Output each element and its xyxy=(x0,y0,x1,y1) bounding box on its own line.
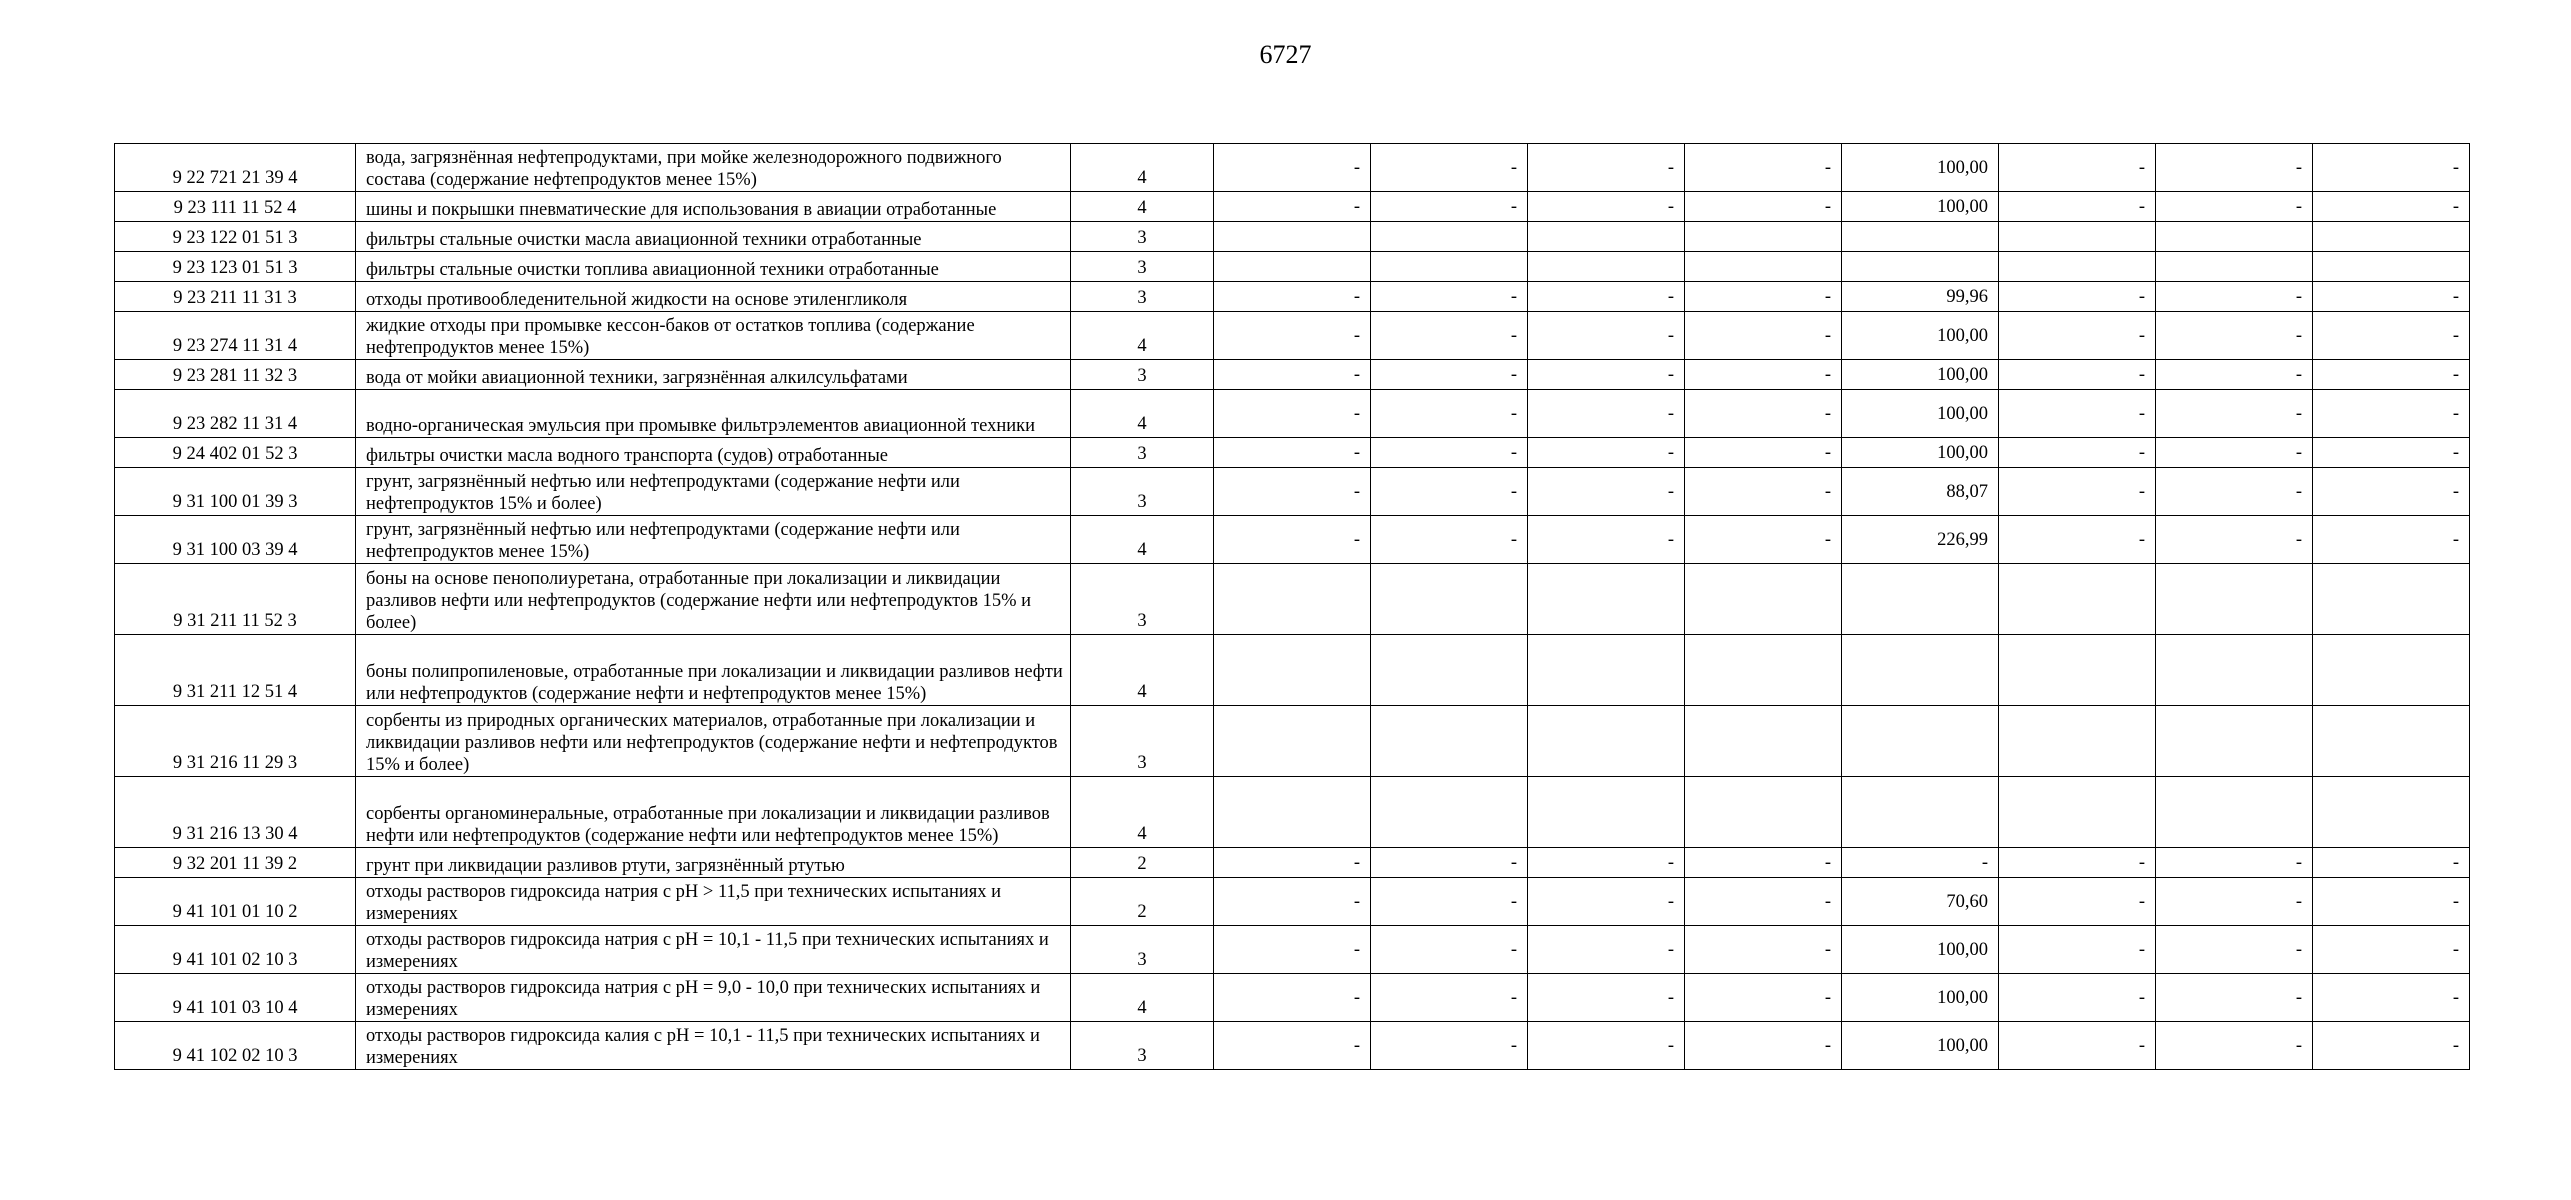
value-cell xyxy=(1528,222,1685,252)
value-cell: - xyxy=(1371,390,1528,438)
hazard-class-cell: 3 xyxy=(1071,564,1214,635)
value-cell: - xyxy=(2156,390,2313,438)
value-cell xyxy=(1842,222,1999,252)
value-cell xyxy=(2156,252,2313,282)
value-cell: - xyxy=(2156,516,2313,564)
value-cell: - xyxy=(1685,192,1842,222)
waste-name-cell: грунт, загрязнённый нефтью или нефтепродуктами (содержание нефти или нефтепродуктов менее 15%) xyxy=(356,516,1071,564)
table-row xyxy=(115,848,2470,878)
waste-table xyxy=(114,143,2470,1070)
waste-name-cell: боны на основе пенополиуретана, отработанные при локализации и ликвидации разливов нефти или нефтепродуктов (содержание нефти или нефтепродуктов 15% и более) xyxy=(356,564,1071,635)
waste-code-cell: 9 41 101 02 10 3 xyxy=(115,926,356,974)
value-cell xyxy=(2313,252,2470,282)
hazard-class-cell: 4 xyxy=(1071,192,1214,222)
value-cell: 100,00 xyxy=(1842,974,1999,1022)
value-cell: - xyxy=(1528,468,1685,516)
waste-name-cell: жидкие отходы при промывке кессон-баков от остатков топлива (содержание нефтепродуктов менее 15%) xyxy=(356,312,1071,360)
value-cell: 100,00 xyxy=(1842,312,1999,360)
value-cell xyxy=(1371,706,1528,777)
waste-name-cell: фильтры стальные очистки масла авиационной техники отработанные xyxy=(356,222,1071,252)
value-cell xyxy=(1371,222,1528,252)
value-cell: - xyxy=(2313,878,2470,926)
value-cell: - xyxy=(2156,282,2313,312)
value-cell xyxy=(1214,564,1371,635)
value-cell: - xyxy=(1999,282,2156,312)
waste-code-cell: 9 31 100 01 39 3 xyxy=(115,468,356,516)
value-cell: - xyxy=(2156,974,2313,1022)
value-cell: - xyxy=(2313,974,2470,1022)
value-cell: - xyxy=(1999,516,2156,564)
value-cell: - xyxy=(2156,360,2313,390)
value-cell: - xyxy=(1214,390,1371,438)
value-cell: - xyxy=(2156,312,2313,360)
table-row xyxy=(115,252,2470,282)
table-row xyxy=(115,222,2470,252)
value-cell xyxy=(1371,777,1528,848)
waste-name-cell: фильтры очистки масла водного транспорта (судов) отработанные xyxy=(356,438,1071,468)
value-cell: - xyxy=(1371,878,1528,926)
value-cell xyxy=(1999,777,2156,848)
value-cell xyxy=(1371,564,1528,635)
table-row xyxy=(115,516,2470,564)
waste-code-cell: 9 23 274 11 31 4 xyxy=(115,312,356,360)
waste-code-cell: 9 31 211 12 51 4 xyxy=(115,635,356,706)
value-cell xyxy=(1842,777,1999,848)
waste-name-cell: сорбенты из природных органических материалов, отработанные при локализации и ликвидации разливов нефти или нефтепродуктов (содержание нефти и нефтепродуктов 15% и более) xyxy=(356,706,1071,777)
value-cell: - xyxy=(1685,878,1842,926)
value-cell: - xyxy=(1528,192,1685,222)
value-cell xyxy=(1214,222,1371,252)
table-row xyxy=(115,192,2470,222)
value-cell: - xyxy=(2156,926,2313,974)
value-cell: - xyxy=(1685,144,1842,192)
value-cell: - xyxy=(1685,516,1842,564)
value-cell: - xyxy=(1685,468,1842,516)
value-cell: - xyxy=(1528,974,1685,1022)
waste-name-cell: сорбенты органоминеральные, отработанные при локализации и ликвидации разливов нефти или нефтепродуктов (содержание нефти или нефтепродуктов менее 15%) xyxy=(356,777,1071,848)
value-cell: - xyxy=(1685,312,1842,360)
value-cell: - xyxy=(1371,144,1528,192)
value-cell: - xyxy=(2313,360,2470,390)
value-cell xyxy=(1842,252,1999,282)
table-row xyxy=(115,635,2470,706)
value-cell xyxy=(2313,222,2470,252)
waste-code-cell: 9 22 721 21 39 4 xyxy=(115,144,356,192)
value-cell xyxy=(1214,252,1371,282)
value-cell xyxy=(1999,252,2156,282)
value-cell xyxy=(1685,564,1842,635)
value-cell: - xyxy=(1214,312,1371,360)
value-cell: - xyxy=(1371,312,1528,360)
value-cell: - xyxy=(1371,926,1528,974)
value-cell xyxy=(2313,706,2470,777)
hazard-class-cell: 3 xyxy=(1071,282,1214,312)
hazard-class-cell: 4 xyxy=(1071,777,1214,848)
value-cell: - xyxy=(2313,516,2470,564)
value-cell: - xyxy=(1528,144,1685,192)
value-cell: - xyxy=(1685,438,1842,468)
hazard-class-cell: 4 xyxy=(1071,312,1214,360)
waste-name-cell: водно-органическая эмульсия при промывке фильтрэлементов авиационной техники xyxy=(356,390,1071,438)
value-cell: 88,07 xyxy=(1842,468,1999,516)
value-cell: - xyxy=(1528,1022,1685,1070)
value-cell xyxy=(1528,564,1685,635)
waste-code-cell: 9 31 216 11 29 3 xyxy=(115,706,356,777)
waste-name-cell: отходы противообледенительной жидкости на основе этиленгликоля xyxy=(356,282,1071,312)
value-cell: 100,00 xyxy=(1842,438,1999,468)
value-cell: - xyxy=(1371,974,1528,1022)
hazard-class-cell: 3 xyxy=(1071,1022,1214,1070)
waste-name-cell: вода от мойки авиационной техники, загрязнённая алкилсульфатами xyxy=(356,360,1071,390)
value-cell: 100,00 xyxy=(1842,1022,1999,1070)
value-cell xyxy=(1214,635,1371,706)
value-cell: - xyxy=(1371,282,1528,312)
value-cell: - xyxy=(2313,144,2470,192)
value-cell xyxy=(1999,635,2156,706)
value-cell xyxy=(2313,635,2470,706)
value-cell xyxy=(1528,635,1685,706)
value-cell: - xyxy=(1685,926,1842,974)
value-cell: - xyxy=(1685,974,1842,1022)
value-cell: - xyxy=(1528,390,1685,438)
value-cell: - xyxy=(1528,516,1685,564)
value-cell: - xyxy=(1214,878,1371,926)
table-row xyxy=(115,312,2470,360)
hazard-class-cell: 4 xyxy=(1071,635,1214,706)
value-cell: - xyxy=(1214,516,1371,564)
hazard-class-cell: 3 xyxy=(1071,468,1214,516)
value-cell: - xyxy=(1214,282,1371,312)
waste-name-cell: фильтры стальные очистки топлива авиационной техники отработанные xyxy=(356,252,1071,282)
value-cell xyxy=(2313,564,2470,635)
value-cell: - xyxy=(1371,1022,1528,1070)
value-cell: - xyxy=(1528,926,1685,974)
value-cell: - xyxy=(1214,926,1371,974)
value-cell xyxy=(1528,252,1685,282)
value-cell: - xyxy=(1999,192,2156,222)
hazard-class-cell: 4 xyxy=(1071,144,1214,192)
value-cell: - xyxy=(1999,974,2156,1022)
value-cell xyxy=(2156,564,2313,635)
value-cell: 100,00 xyxy=(1842,926,1999,974)
value-cell: - xyxy=(1214,360,1371,390)
value-cell: 226,99 xyxy=(1842,516,1999,564)
value-cell: - xyxy=(1999,390,2156,438)
waste-name-cell: отходы растворов гидроксида натрия с pH > 11,5 при технических испытаниях и измерениях xyxy=(356,878,1071,926)
value-cell: - xyxy=(2156,1022,2313,1070)
value-cell xyxy=(2156,706,2313,777)
value-cell: - xyxy=(2156,468,2313,516)
value-cell: - xyxy=(1371,848,1528,878)
waste-code-cell: 9 31 216 13 30 4 xyxy=(115,777,356,848)
hazard-class-cell: 3 xyxy=(1071,252,1214,282)
waste-code-cell: 9 23 122 01 51 3 xyxy=(115,222,356,252)
value-cell xyxy=(1214,777,1371,848)
value-cell: 99,96 xyxy=(1842,282,1999,312)
value-cell xyxy=(1842,564,1999,635)
hazard-class-cell: 4 xyxy=(1071,390,1214,438)
table-row xyxy=(115,1022,2470,1070)
value-cell: - xyxy=(1999,438,2156,468)
value-cell: - xyxy=(2313,468,2470,516)
waste-name-cell: вода, загрязнённая нефтепродуктами, при мойке железнодорожного подвижного состава (содержание нефтепродуктов менее 15%) xyxy=(356,144,1071,192)
table-row xyxy=(115,974,2470,1022)
value-cell: - xyxy=(1999,360,2156,390)
hazard-class-cell: 3 xyxy=(1071,222,1214,252)
value-cell xyxy=(1371,635,1528,706)
value-cell: - xyxy=(1214,1022,1371,1070)
value-cell: 100,00 xyxy=(1842,192,1999,222)
value-cell: - xyxy=(2313,312,2470,360)
waste-code-cell: 9 32 201 11 39 2 xyxy=(115,848,356,878)
value-cell: - xyxy=(1214,438,1371,468)
hazard-class-cell: 3 xyxy=(1071,360,1214,390)
hazard-class-cell: 3 xyxy=(1071,438,1214,468)
waste-code-cell: 9 23 281 11 32 3 xyxy=(115,360,356,390)
value-cell: - xyxy=(1999,144,2156,192)
value-cell: - xyxy=(1214,974,1371,1022)
value-cell: - xyxy=(1685,1022,1842,1070)
hazard-class-cell: 3 xyxy=(1071,706,1214,777)
waste-name-cell: отходы растворов гидроксида калия с pH = 10,1 - 11,5 при технических испытаниях и измерениях xyxy=(356,1022,1071,1070)
table-row xyxy=(115,360,2470,390)
value-cell: 100,00 xyxy=(1842,360,1999,390)
waste-code-cell: 9 23 123 01 51 3 xyxy=(115,252,356,282)
table-row xyxy=(115,438,2470,468)
value-cell xyxy=(1371,252,1528,282)
waste-code-cell: 9 41 101 03 10 4 xyxy=(115,974,356,1022)
value-cell: - xyxy=(1999,878,2156,926)
value-cell xyxy=(2313,777,2470,848)
waste-code-cell: 9 31 100 03 39 4 xyxy=(115,516,356,564)
table-row xyxy=(115,777,2470,848)
value-cell: - xyxy=(1999,312,2156,360)
waste-name-cell: грунт, загрязнённый нефтью или нефтепродуктами (содержание нефти или нефтепродуктов 15% и более) xyxy=(356,468,1071,516)
waste-name-cell: грунт при ликвидации разливов ртути, загрязнённый ртутью xyxy=(356,848,1071,878)
hazard-class-cell: 3 xyxy=(1071,926,1214,974)
waste-code-cell: 9 23 211 11 31 3 xyxy=(115,282,356,312)
table-body xyxy=(115,144,2470,1070)
waste-code-cell: 9 23 282 11 31 4 xyxy=(115,390,356,438)
page-number: 6727 xyxy=(1259,40,1312,69)
table-row xyxy=(115,468,2470,516)
hazard-class-cell: 4 xyxy=(1071,516,1214,564)
table-row xyxy=(115,282,2470,312)
hazard-class-cell: 2 xyxy=(1071,878,1214,926)
value-cell: - xyxy=(1685,848,1842,878)
value-cell xyxy=(1685,706,1842,777)
value-cell xyxy=(1685,222,1842,252)
value-cell: - xyxy=(1999,468,2156,516)
value-cell xyxy=(1685,777,1842,848)
value-cell: - xyxy=(1371,516,1528,564)
value-cell xyxy=(2156,777,2313,848)
value-cell: - xyxy=(2313,282,2470,312)
value-cell: - xyxy=(2156,144,2313,192)
value-cell: - xyxy=(1842,848,1999,878)
value-cell: - xyxy=(1371,438,1528,468)
value-cell: - xyxy=(2156,438,2313,468)
table-row xyxy=(115,878,2470,926)
value-cell: - xyxy=(1214,144,1371,192)
table-row xyxy=(115,564,2470,635)
value-cell: - xyxy=(1371,192,1528,222)
value-cell: - xyxy=(1999,926,2156,974)
value-cell xyxy=(1842,706,1999,777)
value-cell xyxy=(1999,222,2156,252)
value-cell xyxy=(1528,777,1685,848)
value-cell: - xyxy=(1685,390,1842,438)
value-cell xyxy=(1685,252,1842,282)
value-cell: - xyxy=(1214,848,1371,878)
value-cell: - xyxy=(1371,360,1528,390)
value-cell: - xyxy=(1528,360,1685,390)
waste-name-cell: шины и покрышки пневматические для использования в авиации отработанные xyxy=(356,192,1071,222)
value-cell: - xyxy=(1528,438,1685,468)
value-cell: - xyxy=(1528,312,1685,360)
waste-code-cell: 9 24 402 01 52 3 xyxy=(115,438,356,468)
value-cell: - xyxy=(2313,926,2470,974)
value-cell: - xyxy=(2156,192,2313,222)
hazard-class-cell: 4 xyxy=(1071,974,1214,1022)
value-cell: - xyxy=(2156,848,2313,878)
value-cell: - xyxy=(2156,878,2313,926)
value-cell: - xyxy=(1214,468,1371,516)
value-cell: - xyxy=(2313,390,2470,438)
value-cell xyxy=(2156,222,2313,252)
value-cell xyxy=(1999,706,2156,777)
value-cell: - xyxy=(1999,848,2156,878)
value-cell xyxy=(1842,635,1999,706)
waste-name-cell: боны полипропиленовые, отработанные при локализации и ликвидации разливов нефти или нефтепродуктов (содержание нефти и нефтепродуктов менее 15%) xyxy=(356,635,1071,706)
table-row xyxy=(115,706,2470,777)
waste-code-cell: 9 23 111 11 52 4 xyxy=(115,192,356,222)
table-row xyxy=(115,390,2470,438)
value-cell: - xyxy=(2313,438,2470,468)
waste-name-cell: отходы растворов гидроксида натрия с pH = 10,1 - 11,5 при технических испытаниях и измерениях xyxy=(356,926,1071,974)
value-cell: - xyxy=(2313,192,2470,222)
table-row xyxy=(115,926,2470,974)
value-cell xyxy=(1214,706,1371,777)
hazard-class-cell: 2 xyxy=(1071,848,1214,878)
value-cell: - xyxy=(2313,1022,2470,1070)
value-cell: - xyxy=(1371,468,1528,516)
table-row xyxy=(115,144,2470,192)
value-cell xyxy=(1685,635,1842,706)
waste-code-cell: 9 41 101 01 10 2 xyxy=(115,878,356,926)
value-cell: - xyxy=(1685,360,1842,390)
value-cell: - xyxy=(1528,282,1685,312)
value-cell: - xyxy=(1685,282,1842,312)
value-cell: - xyxy=(1528,878,1685,926)
value-cell: 70,60 xyxy=(1842,878,1999,926)
waste-name-cell: отходы растворов гидроксида натрия с pH = 9,0 - 10,0 при технических испытаниях и измерениях xyxy=(356,974,1071,1022)
value-cell xyxy=(1999,564,2156,635)
waste-code-cell: 9 31 211 11 52 3 xyxy=(115,564,356,635)
value-cell: - xyxy=(1999,1022,2156,1070)
waste-code-cell: 9 41 102 02 10 3 xyxy=(115,1022,356,1070)
value-cell: 100,00 xyxy=(1842,390,1999,438)
value-cell: - xyxy=(1528,848,1685,878)
value-cell: 100,00 xyxy=(1842,144,1999,192)
value-cell: - xyxy=(1214,192,1371,222)
value-cell xyxy=(2156,635,2313,706)
value-cell: - xyxy=(2313,848,2470,878)
value-cell xyxy=(1528,706,1685,777)
